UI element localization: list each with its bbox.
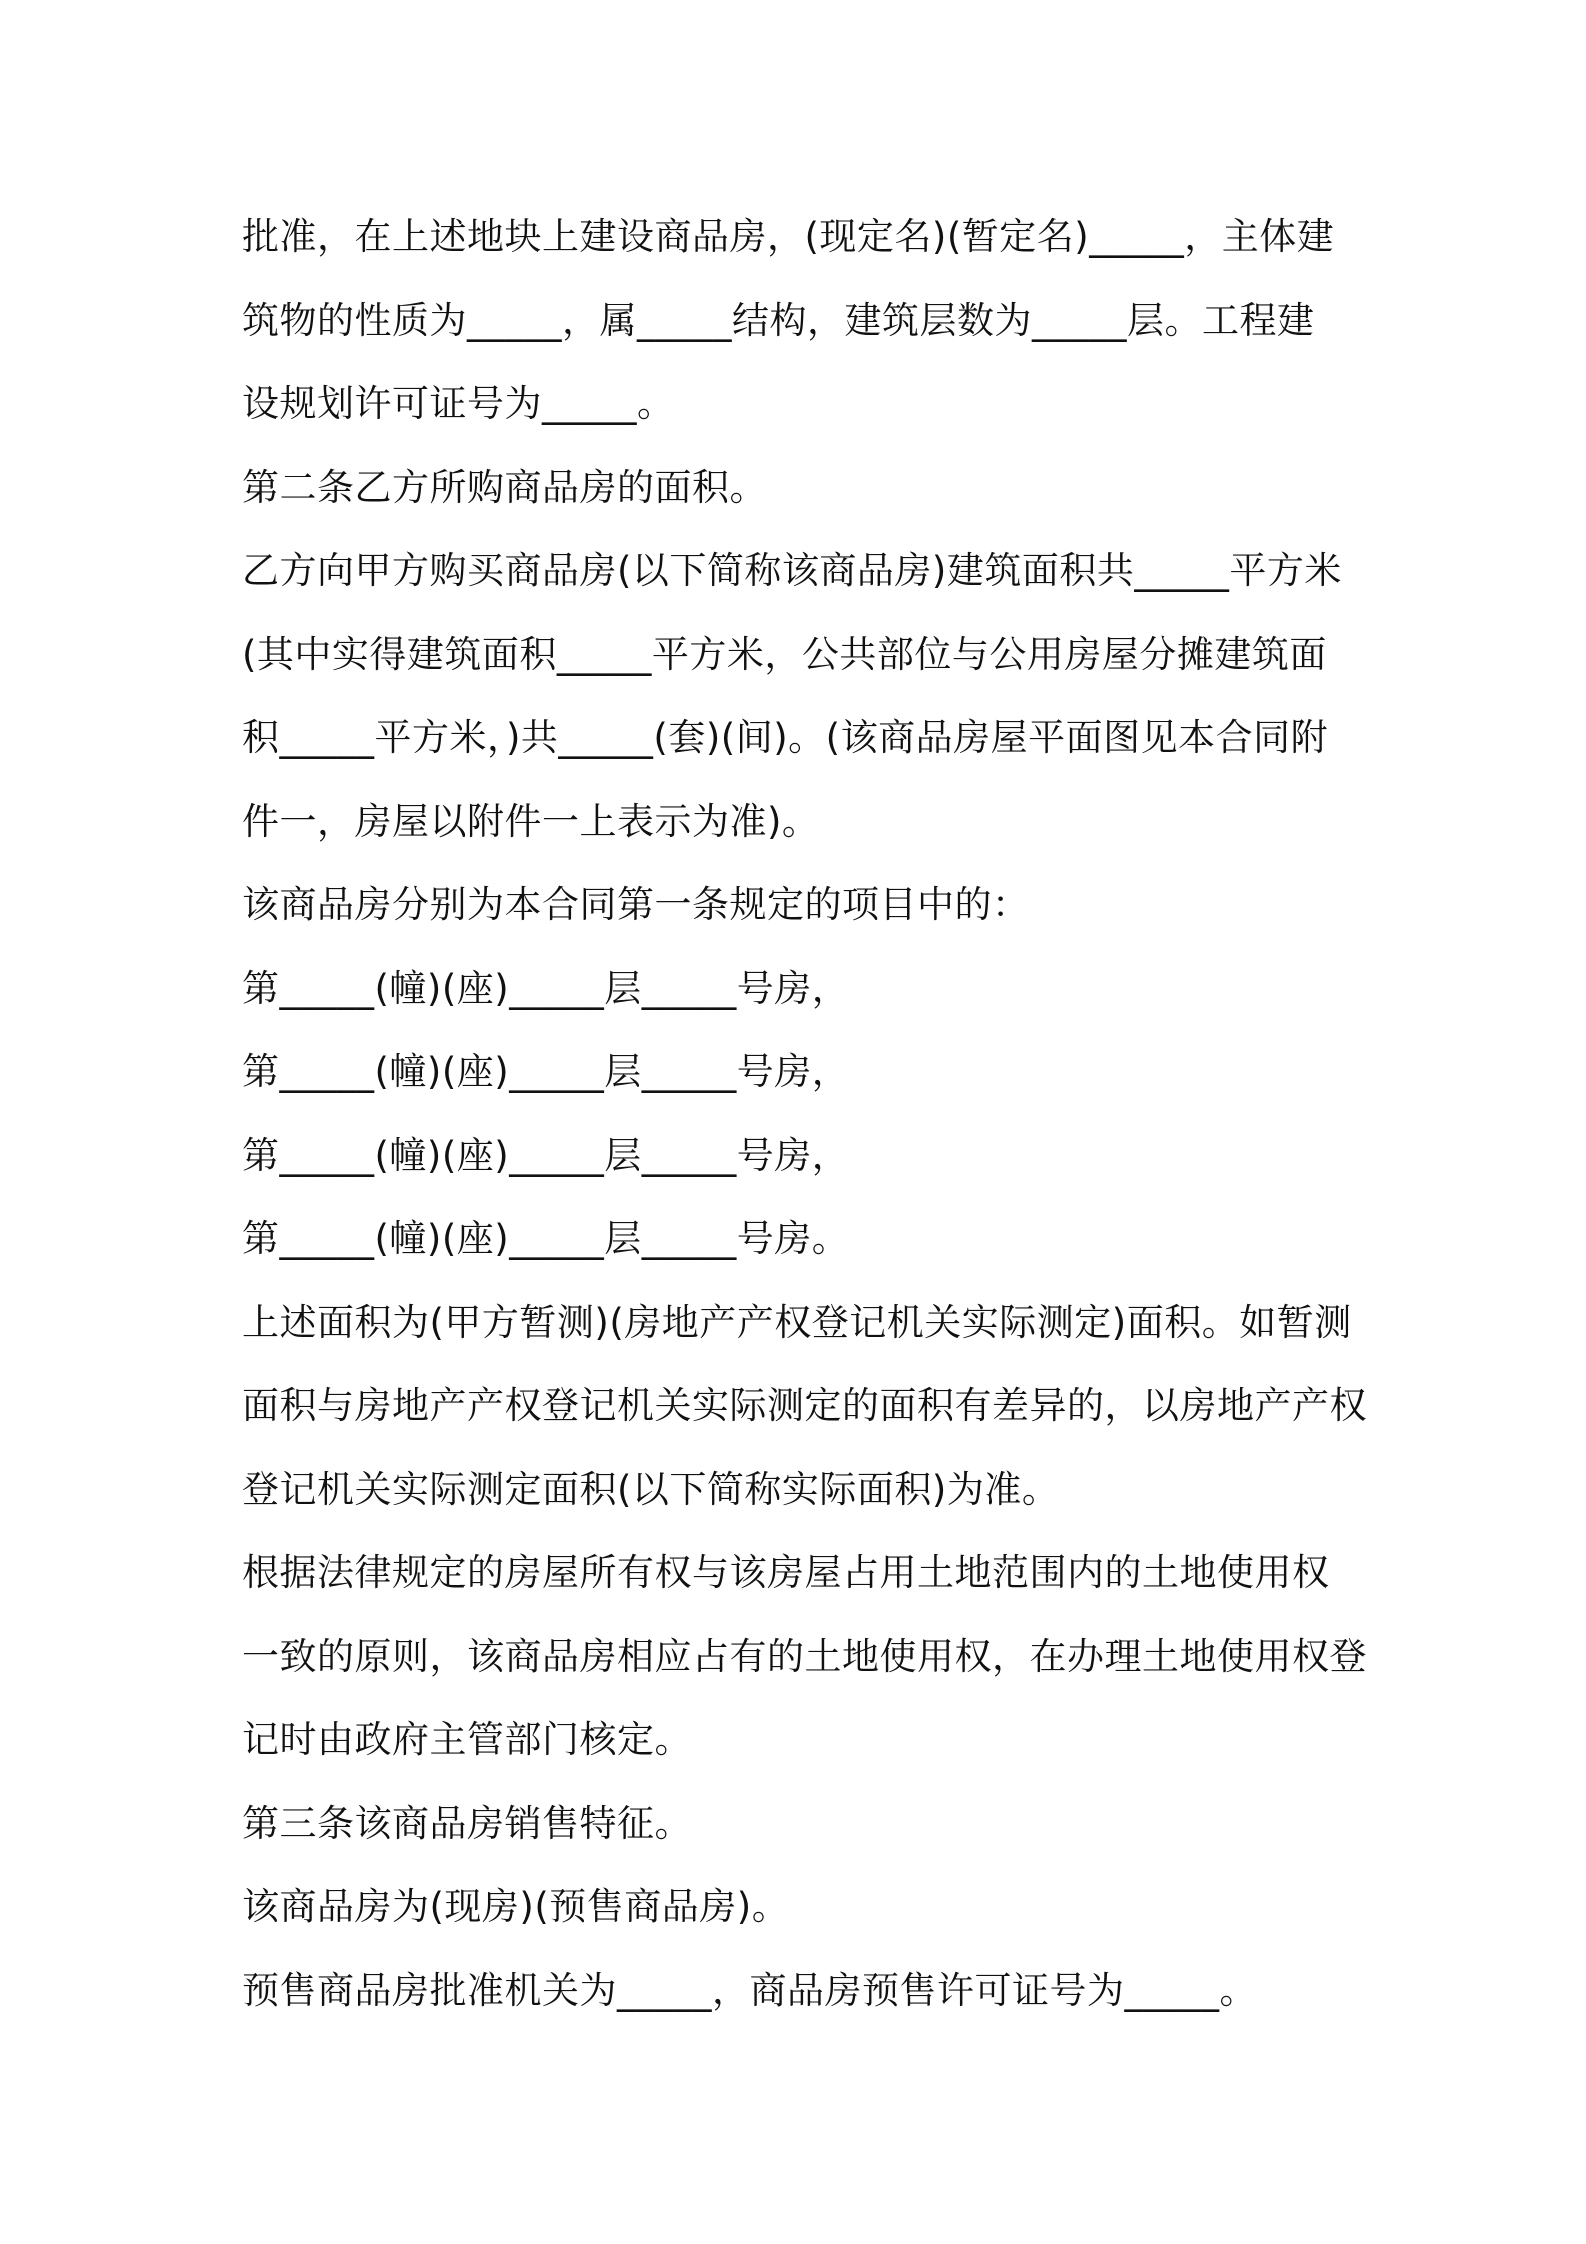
text-line-19: 记时由政府主管部门核定。 (242, 1718, 692, 1761)
room-entry-4: 第_____(幢)(座)_____层_____号房。 (242, 1217, 850, 1260)
text-line-15: 面积与房地产产权登记机关实际测定的面积有差异的，以房地产产权 (242, 1384, 1367, 1427)
text-line-18: 一致的原则，该商品房相应占有的土地使用权，在办理土地使用权登 (242, 1634, 1367, 1678)
article-2-heading: 第二条乙方所购商品房的面积。 (242, 465, 767, 509)
room-entry-1: 第_____(幢)(座)_____层_____号房， (242, 966, 850, 1010)
text-line-1: 批准，在上述地块上建设商品房，(现定名)(暂定名)_____，主体建 (242, 215, 1335, 258)
text-line-2: 筑物的性质为_____，属_____结构，建筑层数为_____层。工程建 (242, 298, 1315, 342)
article-3-heading: 第三条该商品房销售特征。 (242, 1801, 692, 1845)
text-line-3: 设规划许可证号为_____。 (242, 382, 675, 425)
text-line-5: 乙方向甲方购买商品房(以下简称该商品房)建筑面积共_____平方米 (242, 549, 1342, 592)
room-entry-2: 第_____(幢)(座)_____层_____号房， (242, 1050, 850, 1093)
text-line-8: 件一，房屋以附件一上表示为准)。 (242, 799, 820, 843)
text-line-22: 预售商品房批准机关为_____，商品房预售许可证号为_____。 (242, 1968, 1257, 2012)
text-line-7: 积_____平方米，)共_____(套)(间)。(该商品房屋平面图见本合同附 (242, 716, 1329, 759)
room-entry-3: 第_____(幢)(座)_____层_____号房， (242, 1133, 850, 1177)
text-line-21: 该商品房为(现房)(预售商品房)。 (242, 1885, 790, 1928)
text-line-6: (其中实得建筑面积_____平方米，公共部位与公用房屋分摊建筑面 (242, 632, 1327, 676)
text-line-9: 该商品房分别为本合同第一条规定的项目中的： (242, 883, 1030, 926)
text-line-14: 上述面积为(甲方暂测)(房地产产权登记机关实际测定)面积。如暂测 (242, 1300, 1352, 1344)
document-body (242, 195, 1367, 2032)
text-line-17: 根据法律规定的房屋所有权与该房屋占用土地范围内的土地使用权 (242, 1551, 1330, 1594)
text-line-16: 登记机关实际测定面积(以下简称实际面积)为准。 (242, 1467, 1060, 1511)
